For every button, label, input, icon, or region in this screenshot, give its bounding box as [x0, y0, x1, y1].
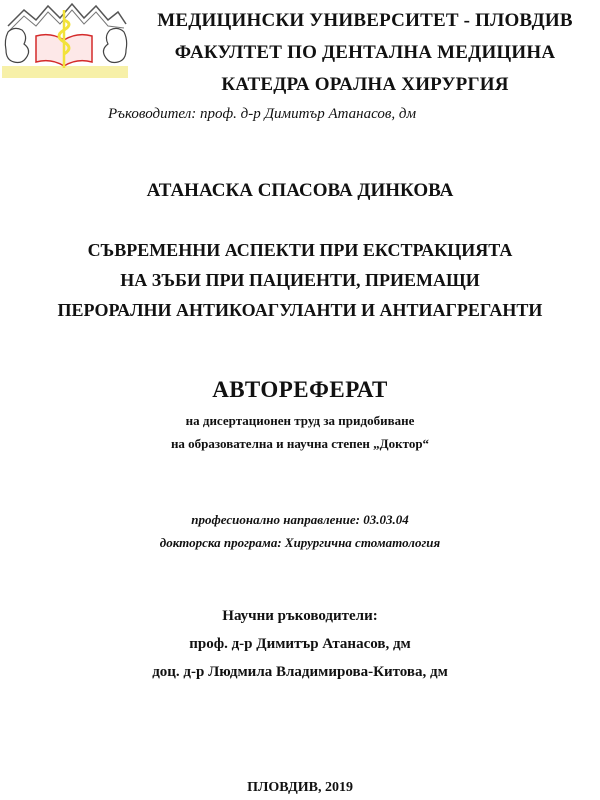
author-name: АТАНАСКА СПАСОВА ДИНКОВА — [146, 180, 454, 201]
advisor-name: проф. д-р Димитър Атанасов, дм — [189, 636, 411, 652]
title-line-3: ПЕРОРАЛНИ АНТИКОАГУЛАНТИ И АНТИАГРЕГАНТИ — [57, 300, 543, 320]
crest-icon — [2, 2, 130, 78]
head-of-department: Ръководител: проф. д-р Димитър Атанасов, дм — [108, 106, 417, 122]
university-crest-logo — [2, 2, 130, 78]
faculty-name: ФАКУЛТЕТ ПО ДЕНТАЛНА МЕДИЦИНА — [174, 42, 556, 63]
document-type: АВТОРЕФЕРАТ — [212, 377, 388, 402]
subtitle-line-2: на образователна и научна степен „Доктор“ — [170, 436, 430, 451]
title-line-2: НА ЗЪБИ ПРИ ПАЦИЕНТИ, ПРИЕМАЩИ — [120, 270, 480, 290]
doctoral-program: докторска програма: Хирургична стоматология — [159, 535, 441, 550]
university-name: МЕДИЦИНСКИ УНИВЕРСИТЕТ - ПЛОВДИВ — [157, 10, 573, 31]
place-and-year: ПЛОВДИВ, 2019 — [247, 780, 353, 795]
title-line-1: СЪВРЕМЕННИ АСПЕКТИ ПРИ ЕКСТРАКЦИЯТА — [87, 240, 513, 260]
department-name: КАТЕДРА ОРАЛНА ХИРУРГИЯ — [221, 74, 509, 95]
subtitle-line-1: на дисертационен труд за придобиване — [185, 413, 415, 428]
professional-direction: професионално направление: 03.03.04 — [191, 512, 409, 527]
advisors-heading: Научни ръководители: — [222, 608, 378, 624]
advisor-name: доц. д-р Людмила Владимирова-Китова, дм — [152, 664, 448, 680]
